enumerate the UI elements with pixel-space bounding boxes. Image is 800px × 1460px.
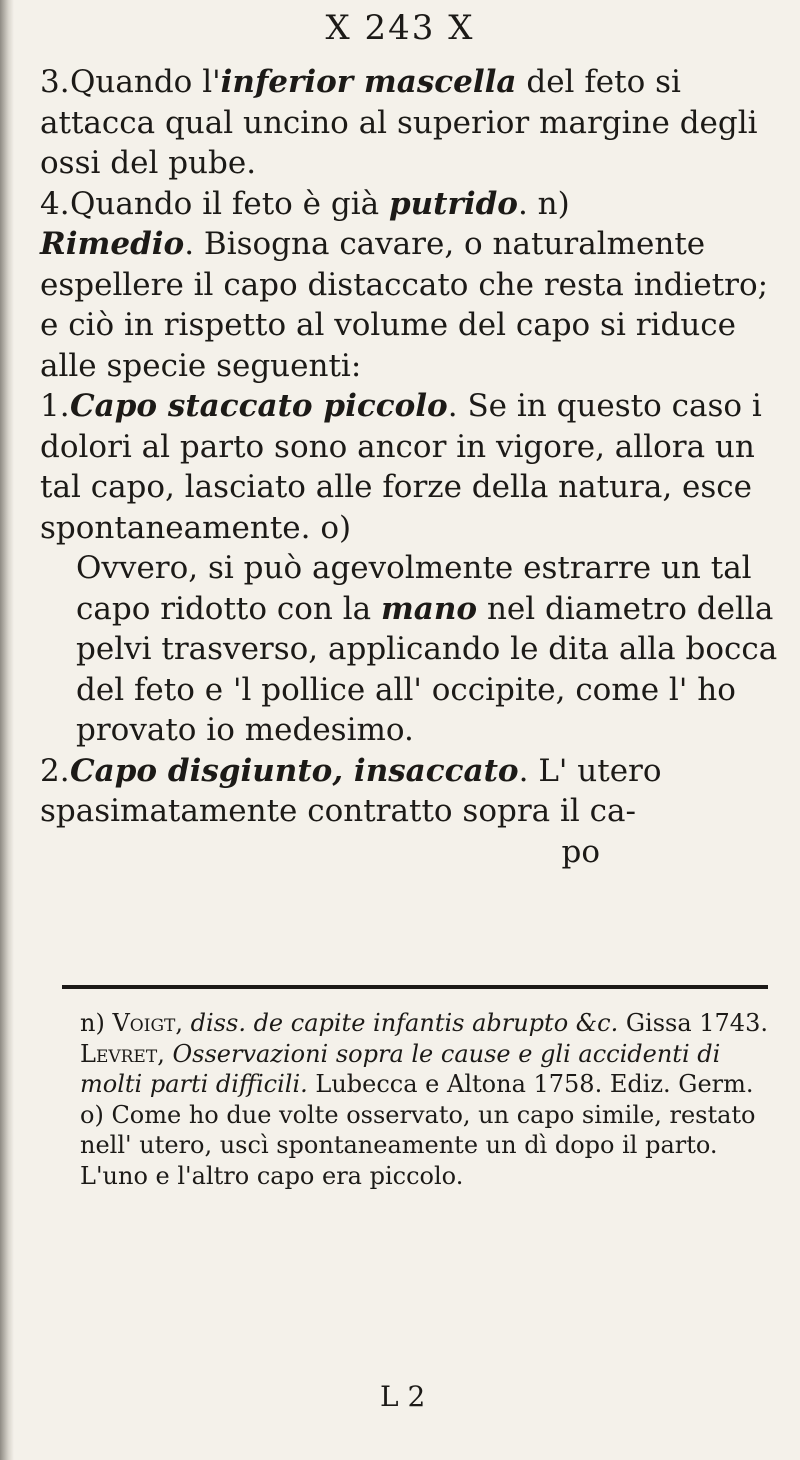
- paragraph-number: 1.: [40, 388, 70, 424]
- italic-term: Capo disgiunto, insaccato: [70, 752, 519, 789]
- text-run: Ovvero, si può agevolmente estrarre un tal capo ridotto con la: [76, 550, 752, 627]
- paragraph-3: [40, 62, 780, 184]
- italic-term: inferior mascella: [220, 64, 517, 100]
- footnote-label: n): [80, 1009, 105, 1037]
- text-run: nel diametro della pelvi trasverso, applicando le dita alla bocca del feto e 'l pollice all' occipite, come l' ho provato io medesimo.: [76, 590, 778, 748]
- catchword: po: [561, 833, 600, 870]
- page-edge: [0, 0, 14, 1460]
- paragraph-capo-disgiunto: [40, 751, 780, 832]
- italic-term: Rimedio: [40, 226, 185, 262]
- italic-term: mano: [380, 590, 478, 627]
- text-run: . Bisogna cavare, o naturalmente espellere il capo distaccato che resta indietro; e ciò in rispetto al volume del capo si riduce alle specie seguenti:: [40, 226, 769, 384]
- footnotes: [80, 1008, 780, 1191]
- footnote-author: Levret: [80, 1039, 158, 1068]
- paragraph-4: [40, 184, 780, 225]
- footnote-rule: [62, 985, 768, 989]
- footnote-levret: Levret, Osservazioni sopra le cause e gli accidenti di molti parti difficili. Lubecca e Altona 1758. Ediz. Germ.: [80, 1039, 754, 1098]
- footnote-o: o) Come ho due volte osservato, un capo simile, restato nell' utero, uscì spontaneamente un dì dopo il parto. L'uno e l'altro capo era piccolo.: [80, 1100, 756, 1190]
- page-header: X 243 X: [325, 8, 475, 48]
- text-run: del feto si attacca qual uncino al superior margine degli ossi del pube.: [40, 64, 758, 181]
- paragraph-ovvero: [40, 548, 780, 751]
- signature-mark: L 2: [380, 1380, 426, 1413]
- italic-term: putrido: [388, 185, 518, 222]
- text-run: . Se in questo caso i dolori al parto sono ancor in vigore, allora un tal capo, lasciato alle forze della natura, esce spontaneamente. o): [40, 388, 762, 546]
- paragraph-capo-piccolo: [40, 386, 780, 548]
- footnote-place: Lubecca e Altona 1758. Ediz. Germ.: [315, 1070, 754, 1098]
- main-text: [40, 62, 780, 872]
- paragraph-number: 4.: [40, 185, 70, 222]
- footnote-work: diss. de capite infantis abrupto &c.: [190, 1009, 619, 1037]
- italic-term: Capo staccato piccolo: [70, 388, 448, 424]
- text-run: Quando l': [70, 64, 221, 100]
- text-run: . n): [517, 185, 570, 222]
- text-run: . L' utero spasimatamente contratto sopra il ca-: [40, 752, 662, 829]
- footnote-n: n) Voigt, diss. de capite infantis abrupto &c. Gissa 1743.: [80, 1009, 768, 1037]
- footnote-author: Voigt: [112, 1009, 176, 1037]
- footnote-work: Osservazioni sopra le cause e gli accidenti di molti parti difficili.: [80, 1039, 721, 1098]
- text-run: Quando il feto è già: [70, 185, 389, 222]
- paragraph-rimedio: [40, 224, 780, 386]
- paragraph-number: 2.: [40, 752, 70, 789]
- footnote-place: Gissa 1743.: [625, 1009, 768, 1037]
- paragraph-number: 3.: [40, 64, 70, 100]
